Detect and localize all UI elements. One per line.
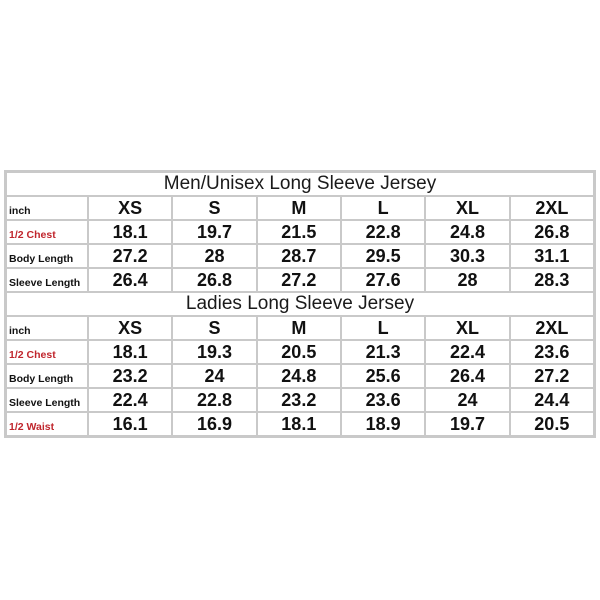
measurement-value: 20.5 <box>511 413 593 435</box>
size-header: XL <box>426 317 508 339</box>
measurement-value: 25.6 <box>342 365 424 387</box>
size-header: L <box>342 317 424 339</box>
measurement-value: 31.1 <box>511 245 593 267</box>
measurement-value: 27.6 <box>342 269 424 291</box>
measurement-label: 1/2 Chest <box>7 341 87 363</box>
size-header: S <box>173 197 255 219</box>
measurement-value: 24 <box>426 389 508 411</box>
measurement-value: 26.8 <box>173 269 255 291</box>
size-header: XL <box>426 197 508 219</box>
table-row <box>7 221 593 243</box>
measurement-value: 22.8 <box>173 389 255 411</box>
measurement-label: 1/2 Waist <box>7 413 87 435</box>
section-title: Men/Unisex Long Sleeve Jersey <box>7 173 593 195</box>
measurement-value: 26.4 <box>426 365 508 387</box>
measurement-value: 28 <box>173 245 255 267</box>
measurement-value: 27.2 <box>511 365 593 387</box>
measurement-value: 22.8 <box>342 221 424 243</box>
measurement-value: 22.4 <box>89 389 171 411</box>
measurement-label: Sleeve Length <box>7 389 87 411</box>
size-header: M <box>258 317 340 339</box>
measurement-value: 23.2 <box>258 389 340 411</box>
measurement-value: 27.2 <box>89 245 171 267</box>
measurement-value: 20.5 <box>258 341 340 363</box>
measurement-value: 18.1 <box>89 221 171 243</box>
measurement-value: 23.6 <box>342 389 424 411</box>
size-chart <box>4 170 596 438</box>
size-header: M <box>258 197 340 219</box>
measurement-label: Body Length <box>7 365 87 387</box>
size-header: XS <box>89 197 171 219</box>
measurement-value: 21.3 <box>342 341 424 363</box>
size-header: L <box>342 197 424 219</box>
table-title-row <box>7 293 593 315</box>
measurement-value: 28.3 <box>511 269 593 291</box>
section-title: Ladies Long Sleeve Jersey <box>7 293 593 315</box>
table-row <box>7 269 593 291</box>
table-row <box>7 389 593 411</box>
unit-label: inch <box>7 197 87 219</box>
measurement-value: 23.6 <box>511 341 593 363</box>
measurement-label: 1/2 Chest <box>7 221 87 243</box>
measurement-value: 28.7 <box>258 245 340 267</box>
size-header: XS <box>89 317 171 339</box>
measurement-value: 24.8 <box>258 365 340 387</box>
table-row <box>7 245 593 267</box>
measurement-value: 30.3 <box>426 245 508 267</box>
measurement-value: 16.1 <box>89 413 171 435</box>
size-header: 2XL <box>511 197 593 219</box>
measurement-value: 24.8 <box>426 221 508 243</box>
measurement-value: 24 <box>173 365 255 387</box>
measurement-value: 29.5 <box>342 245 424 267</box>
measurement-value: 24.4 <box>511 389 593 411</box>
table-title-row <box>7 173 593 195</box>
measurement-value: 23.2 <box>89 365 171 387</box>
measurement-value: 18.9 <box>342 413 424 435</box>
size-chart-table <box>5 171 595 437</box>
unit-label: inch <box>7 317 87 339</box>
table-row <box>7 365 593 387</box>
table-row <box>7 341 593 363</box>
measurement-value: 18.1 <box>258 413 340 435</box>
measurement-value: 28 <box>426 269 508 291</box>
measurement-value: 19.7 <box>173 221 255 243</box>
measurement-label: Sleeve Length <box>7 269 87 291</box>
measurement-value: 19.7 <box>426 413 508 435</box>
size-header: 2XL <box>511 317 593 339</box>
measurement-value: 21.5 <box>258 221 340 243</box>
table-row <box>7 413 593 435</box>
measurement-value: 27.2 <box>258 269 340 291</box>
measurement-value: 26.8 <box>511 221 593 243</box>
size-header: S <box>173 317 255 339</box>
measurement-value: 22.4 <box>426 341 508 363</box>
measurement-label: Body Length <box>7 245 87 267</box>
measurement-value: 19.3 <box>173 341 255 363</box>
measurement-value: 18.1 <box>89 341 171 363</box>
measurement-value: 26.4 <box>89 269 171 291</box>
size-header-row <box>7 197 593 219</box>
size-header-row <box>7 317 593 339</box>
measurement-value: 16.9 <box>173 413 255 435</box>
